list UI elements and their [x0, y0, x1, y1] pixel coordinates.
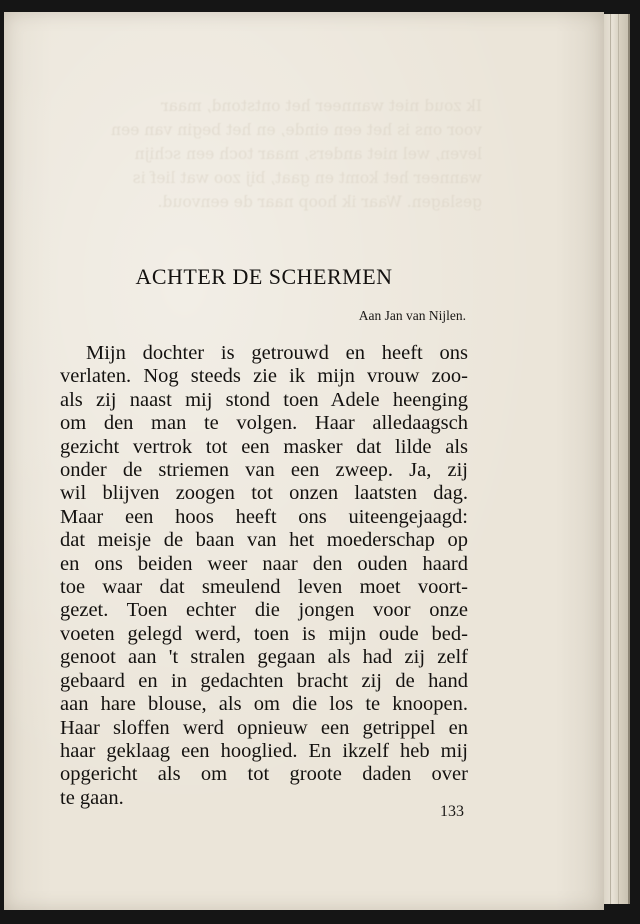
text-line: dat meisje de baan van het moederschap op — [60, 529, 468, 552]
text-line: haar geklaag een hooglied. En ikzelf heb mij — [60, 739, 468, 762]
text-line: voeten gelegd werd, toen is mijn oude bed- — [60, 622, 468, 645]
text-line: gezicht vertrok tot een masker dat lilde als — [60, 435, 468, 458]
show-through-text: Ik zoud niet wanneer het ontstond, maar voor ons is het een einde, en het begin van een leven, wel niet anders, maar toch een schijn wanneer het komt en gaat, bij zoo wat lief is geslagen. Waar ik hoop naar de eenvoud. — [111, 97, 482, 211]
text-line: wil blijven zoogen tot onzen laatsten dag. — [60, 482, 468, 505]
text-line: genoot aan 't stralen gegaan als had zij zelf — [60, 646, 468, 669]
text-line: aan hare blouse, als om die los te knoopen. — [60, 693, 468, 716]
text-line: te gaan. — [60, 786, 124, 809]
page-edges — [602, 14, 630, 904]
text-line: gezet. Toen echter die jongen voor onze — [60, 599, 468, 622]
book-page — [4, 12, 604, 910]
text-line: toe waar dat smeulend leven moet voort- — [60, 576, 468, 599]
text-line: om den man te volgen. Haar alledaagsch — [60, 412, 468, 435]
text-line: gebaard en in gedachten bracht zij de hand — [60, 669, 468, 692]
text-line: Haar sloffen werd opnieuw een getrippel en — [60, 716, 468, 739]
text-line: als zij naast mij stond toen Adele heenging — [60, 388, 468, 411]
dedication: Aan Jan van Nijlen. — [358, 308, 466, 323]
text-line: Maar een hoos heeft ons uiteengejaagd: — [60, 505, 468, 528]
text-line: onder de striemen van een zweep. Ja, zij — [60, 459, 468, 482]
text-line: en ons beiden weer naar den ouden haard — [60, 552, 468, 575]
body-text — [60, 342, 468, 810]
chapter-title: ACHTER DE SCHERMEN — [135, 264, 393, 289]
page-number: 133 — [440, 803, 464, 820]
text-line: opgericht als om tot groote daden over — [60, 763, 468, 786]
text-line: verlaten. Nog steeds zie ik mijn vrouw zoo- — [60, 365, 468, 388]
text-line: Mijn dochter is getrouwd en heeft ons — [86, 342, 468, 364]
